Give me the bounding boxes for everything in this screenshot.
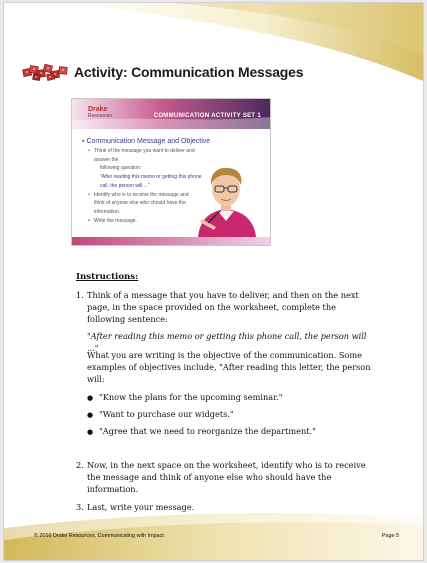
- bullet-dot-icon: ●: [87, 428, 94, 436]
- slide-bullet-list: [88, 147, 208, 225]
- objective-bullet: [87, 392, 376, 405]
- slide-brand: [88, 106, 112, 119]
- objective-bullet: [87, 426, 376, 439]
- bullet-dot-icon: ●: [87, 394, 94, 402]
- item-text: Last, write your message.: [87, 502, 195, 512]
- slide-bullet: • Think of the message you want to deliver and answer the: [88, 147, 208, 164]
- item-number: 1.: [76, 290, 84, 300]
- slide-title: COMMUNICATION ACTIVITY SET 1: [153, 113, 261, 119]
- objective-bullet: [87, 409, 376, 422]
- slide-footer-band: [72, 237, 270, 245]
- slide-heading: [82, 138, 210, 145]
- instructions-section: [76, 272, 376, 512]
- slide-heading-text: Communication Message and Objective: [86, 138, 211, 145]
- slide-quote-line: [88, 173, 208, 182]
- footer-swoosh: [4, 500, 423, 560]
- slide-quote-line: [88, 182, 208, 191]
- item-quote: "After reading this memo or getting this phone call, the person will ...": [87, 331, 367, 353]
- slide-bullet-cont: [88, 208, 208, 217]
- slide-bullet-cont-text: following question:: [100, 165, 142, 172]
- item-text-2: What you are writing is the objective of the communication. Some examples of objectives include, "After reading this letter, the person will:: [87, 350, 371, 384]
- instruction-item-1-text2: [76, 350, 376, 385]
- instruction-item-2: [76, 460, 376, 495]
- slide-brand-sub: Resources: [88, 113, 112, 119]
- instruction-item-1: [76, 290, 376, 325]
- slide-heading-bullet: ▪: [82, 138, 87, 145]
- slide-thumbnail: [71, 98, 271, 246]
- slide-bullet-cont: [88, 199, 208, 208]
- instructions-heading: Instructions:: [76, 272, 139, 282]
- slide-quote-text: call, the person will ...": [100, 182, 150, 189]
- header-swoosh: [4, 3, 423, 98]
- man-with-glasses-icon: [192, 161, 260, 237]
- item-text: Now, in the next space on the worksheet, identify who is to receive the message and think of anyone else who should have the information.: [87, 460, 366, 494]
- footer-copyright: © 2016 Drake Resources, Communicating with Impact: [34, 533, 164, 539]
- item-text: Think of a message that you have to deliver, and then on the next page, in the space provided on the worksheet, complete the following sentence:: [87, 290, 359, 324]
- slide-bullet-cont: [88, 164, 208, 173]
- page-title: Activity: Communication Messages: [74, 64, 304, 80]
- item-number: 2.: [76, 460, 84, 470]
- objective-bullet-text: "Know the plans for the upcoming seminar.": [99, 392, 283, 402]
- slide-quote-text: "After reading this memo or getting this phone: [100, 174, 202, 181]
- bullet-dot-icon: ●: [87, 411, 94, 419]
- item-number: 3.: [76, 502, 84, 512]
- objective-bullet-text: "Want to purchase our widgets.": [99, 409, 234, 419]
- dice-logo-icon: [21, 61, 71, 83]
- objective-bullet-text: "Agree that we need to reorganize the department.": [99, 426, 316, 436]
- footer-page-number: Page 5: [381, 533, 399, 539]
- slide-bullet: • Write the message.: [88, 217, 208, 226]
- slide-brand-name: Drake: [88, 106, 108, 113]
- document-page: [3, 2, 424, 561]
- slide-bullet-cont-text: think of anyone else who should have the: [94, 200, 186, 207]
- slide-bullet-cont-text: information.: [94, 208, 121, 215]
- slide-bullet: • Identify who is to receive the message and: [88, 191, 208, 200]
